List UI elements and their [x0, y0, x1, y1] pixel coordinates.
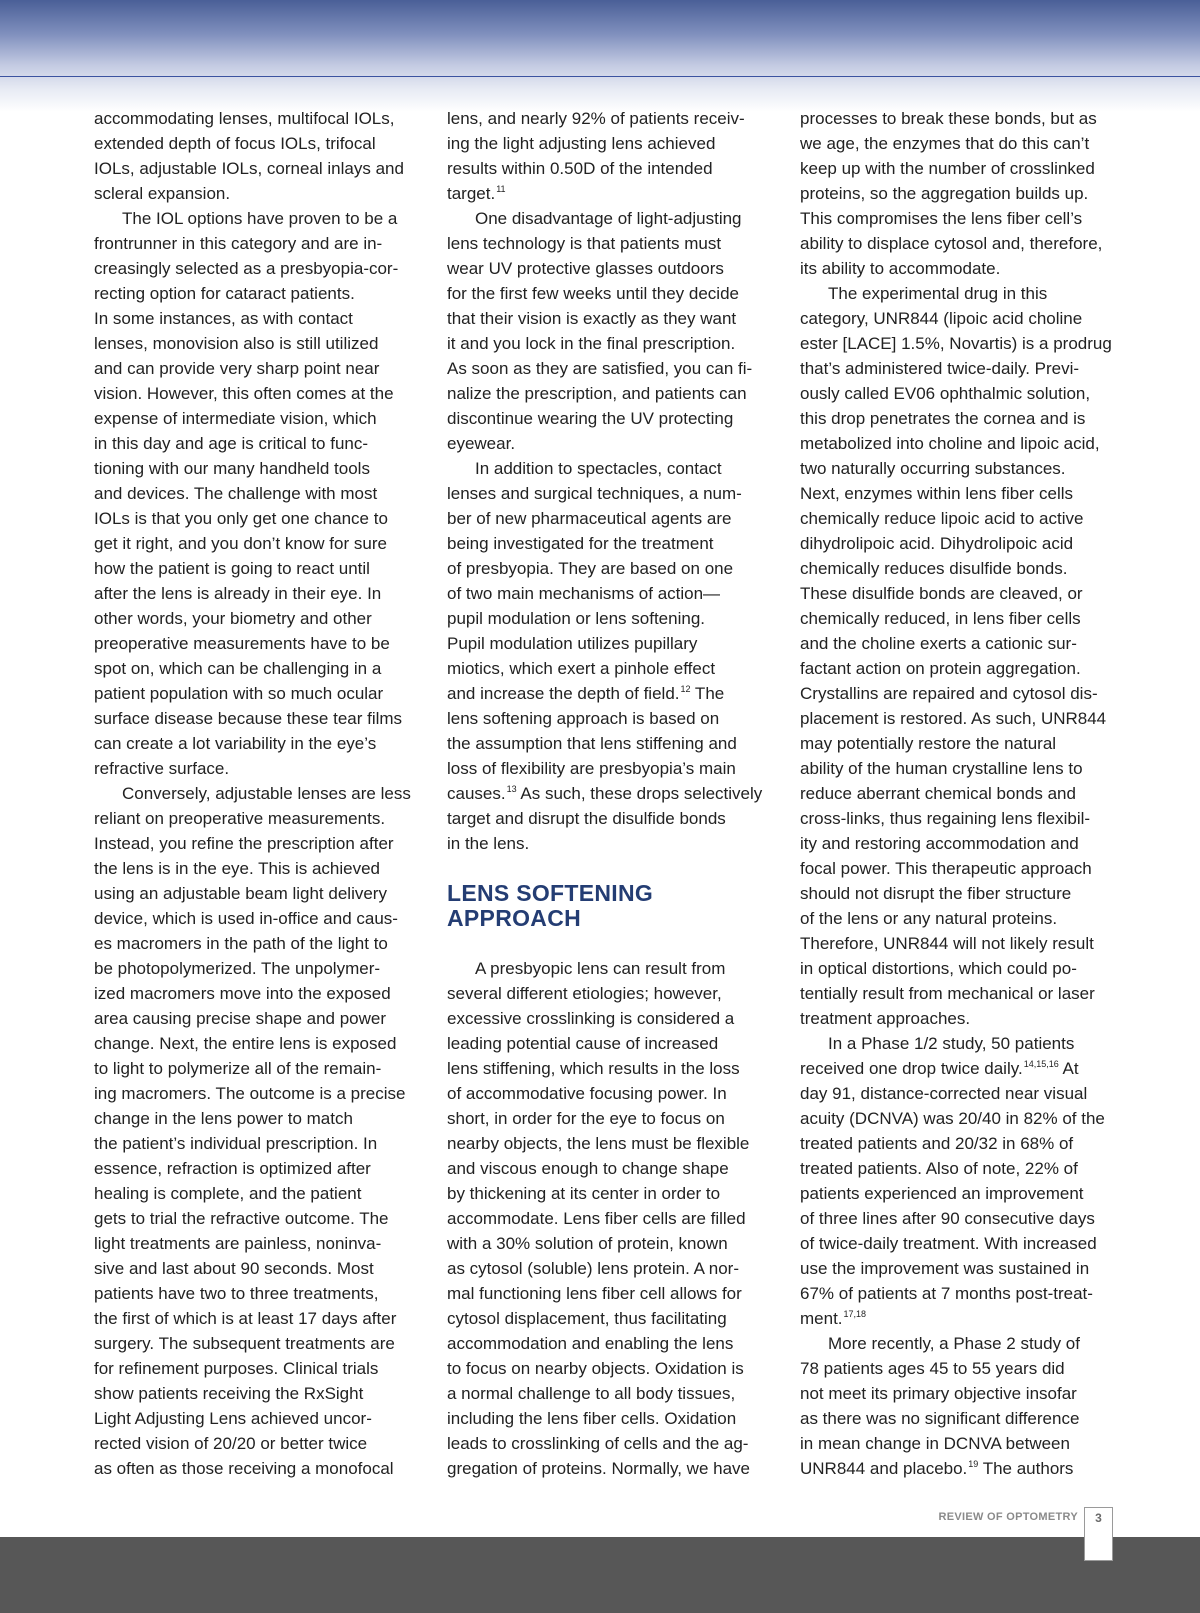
- text-line: and the choline exerts a cationic sur-: [800, 634, 1077, 653]
- text-line: in the lens.: [447, 834, 530, 853]
- text-line: accommodate. Lens fiber cells are filled: [447, 1209, 746, 1228]
- text-line: In a Phase 1/2 study, 50 patients: [828, 1034, 1075, 1053]
- text-line: change. Next, the entire lens is exposed: [94, 1034, 397, 1053]
- text-line: we age, the enzymes that do this can’t: [800, 134, 1090, 153]
- text-line: lens stiffening, which results in the loss: [447, 1059, 740, 1078]
- text-line: frontrunner in this category and are in-: [94, 234, 383, 253]
- text-line: This compromises the lens fiber cell’s: [800, 209, 1083, 228]
- text-line: These disulfide bonds are cleaved, or: [800, 584, 1083, 603]
- text-line: with a 30% solution of protein, known: [447, 1234, 728, 1253]
- text-line: lens, and nearly 92% of patients receiv-: [447, 109, 745, 128]
- text-line: leads to crosslinking of cells and the ag-: [447, 1434, 749, 1453]
- text-line: extended depth of focus IOLs, trifocal: [94, 134, 376, 153]
- text-line: chemically reduced, in lens fiber cells: [800, 609, 1081, 628]
- text-line: 67% of patients at 7 months post-treat-: [800, 1284, 1093, 1303]
- text-line: category, UNR844 (lipoic acid choline: [800, 309, 1083, 328]
- text-fragment: The: [690, 684, 725, 703]
- text-line: factant action on protein aggregation.: [800, 659, 1081, 678]
- text-line: preoperative measurements have to be: [94, 634, 390, 653]
- text-line: refractive surface.: [94, 759, 230, 778]
- text-line: [800, 1306, 1118, 1331]
- text-line: as cytosol (soluble) lens protein. A nor-: [447, 1259, 739, 1278]
- text-fragment: ment.: [800, 1309, 843, 1328]
- text-line: show patients receiving the RxSight: [94, 1384, 364, 1403]
- text-line: of three lines after 90 consecutive days: [800, 1209, 1095, 1228]
- text-line: should not disrupt the fiber structure: [800, 884, 1072, 903]
- text-line: chemically reduce lipoic acid to active: [800, 509, 1084, 528]
- text-line: sive and last about 90 seconds. Most: [94, 1259, 374, 1278]
- text-line: accommodating lenses, multifocal IOLs,: [94, 109, 395, 128]
- text-line: reliant on preoperative measurements.: [94, 809, 386, 828]
- text-line: two naturally occurring substances.: [800, 459, 1066, 478]
- text-line: tentially result from mechanical or laser: [800, 984, 1095, 1003]
- running-footer-publication: REVIEW OF OPTOMETRY: [938, 1511, 1078, 1523]
- text-line: healing is complete, and the patient: [94, 1184, 362, 1203]
- text-line: Crystallins are repaired and cytosol dis-: [800, 684, 1098, 703]
- text-line: Instead, you refine the prescription after: [94, 834, 394, 853]
- text-line: placement is restored. As such, UNR844: [800, 709, 1107, 728]
- text-fragment: and increase the depth of field.: [447, 684, 680, 703]
- text-fragment: UNR844 and placebo.: [800, 1459, 968, 1478]
- text-line: vision. However, this often comes at the: [94, 384, 394, 403]
- text-fragment: As such, these drops selectively: [516, 784, 763, 803]
- text-line: ing macromers. The outcome is a precise: [94, 1084, 406, 1103]
- text-line: [800, 1056, 1118, 1081]
- text-line: discontinue wearing the UV protecting: [447, 409, 734, 428]
- text-line: [447, 181, 765, 206]
- text-line: the first of which is at least 17 days after: [94, 1309, 397, 1328]
- text-line: reduce aberrant chemical bonds and: [800, 784, 1076, 803]
- text-line: proteins, so the aggregation builds up.: [800, 184, 1089, 203]
- text-line: ester [LACE] 1.5%, Novartis) is a prodrug: [800, 334, 1112, 353]
- text-line: other words, your biometry and other: [94, 609, 372, 628]
- text-line: get it right, and you don’t know for sure: [94, 534, 387, 553]
- text-line: area causing precise shape and power: [94, 1009, 387, 1028]
- page-number: 3: [1084, 1507, 1113, 1561]
- text-line: keep up with the number of crosslinked: [800, 159, 1095, 178]
- text-line: that their vision is exactly as they want: [447, 309, 737, 328]
- text-line: acuity (DCNVA) was 20/40 in 82% of the: [800, 1109, 1105, 1128]
- text-line: to light to polymerize all of the remain-: [94, 1059, 382, 1078]
- text-line: ized macromers move into the exposed: [94, 984, 391, 1003]
- text-line: device, which is used in-office and caus-: [94, 909, 398, 928]
- text-line: surface disease because these tear films: [94, 709, 403, 728]
- text-line: ously called EV06 ophthalmic solution,: [800, 384, 1091, 403]
- text-line: Pupil modulation utilizes pupillary: [447, 634, 698, 653]
- text-line: nalize the prescription, and patients can: [447, 384, 747, 403]
- text-line: this drop penetrates the cornea and is: [800, 409, 1086, 428]
- text-line: One disadvantage of light-adjusting: [475, 209, 742, 228]
- text-line: dihydrolipoic acid. Dihydrolipoic acid: [800, 534, 1074, 553]
- text-line: of twice-daily treatment. With increased: [800, 1234, 1097, 1253]
- text-line: lens softening approach is based on: [447, 709, 720, 728]
- spacer: [447, 931, 765, 956]
- text-line: patients have two to three treatments,: [94, 1284, 379, 1303]
- text-line: cross-links, thus regaining lens flexibil-: [800, 809, 1091, 828]
- text-line: recting option for cataract patients.: [94, 284, 355, 303]
- text-line: ber of new pharmaceutical agents are: [447, 509, 732, 528]
- text-line: to focus on nearby objects. Oxidation is: [447, 1359, 744, 1378]
- text-line: [800, 1456, 1118, 1481]
- text-line: focal power. This therapeutic approach: [800, 859, 1092, 878]
- text-line: scleral expansion.: [94, 184, 231, 203]
- text-line: by thickening at its center in order to: [447, 1184, 721, 1203]
- text-line: day 91, distance-corrected near visual: [800, 1084, 1088, 1103]
- reference-superscript: 12: [680, 684, 691, 694]
- text-line: gets to trial the refractive outcome. The: [94, 1209, 389, 1228]
- text-line: target and disrupt the disulfide bonds: [447, 809, 726, 828]
- text-line: in optical distortions, which could po-: [800, 959, 1077, 978]
- text-line: several different etiologies; however,: [447, 984, 722, 1003]
- text-line: results within 0.50D of the intended: [447, 159, 713, 178]
- text-line: chemically reduces disulfide bonds.: [800, 559, 1068, 578]
- text-line: and viscous enough to change shape: [447, 1159, 729, 1178]
- text-line: after the lens is already in their eye. In: [94, 584, 382, 603]
- text-line: IOLs, adjustable IOLs, corneal inlays and: [94, 159, 404, 178]
- text-line: can create a lot variability in the eye’s: [94, 734, 377, 753]
- text-line: ability to displace cytosol and, therefore,: [800, 234, 1103, 253]
- text-fragment: causes.: [447, 784, 506, 803]
- text-fragment: The authors: [978, 1459, 1074, 1478]
- text-line: using an adjustable beam light delivery: [94, 884, 387, 903]
- text-line: patient population with so much ocular: [94, 684, 384, 703]
- text-line: a normal challenge to all body tissues,: [447, 1384, 736, 1403]
- text-line: of accommodative focusing power. In: [447, 1084, 727, 1103]
- text-line: for refinement purposes. Clinical trials: [94, 1359, 379, 1378]
- section-heading: LENS SOFTENING: [447, 880, 654, 906]
- text-line: treated patients. Also of note, 22% of: [800, 1159, 1078, 1178]
- text-line: treatment approaches.: [800, 1009, 971, 1028]
- text-line: tioning with our many handheld tools: [94, 459, 370, 478]
- text-line: change in the lens power to match: [94, 1109, 353, 1128]
- text-line: the patient’s individual prescription. In: [94, 1134, 378, 1153]
- text-line: and can provide very sharp point near: [94, 359, 380, 378]
- reference-superscript: 13: [506, 784, 517, 794]
- text-line: that’s administered twice-daily. Previ-: [800, 359, 1080, 378]
- text-line: In some instances, as with contact: [94, 309, 353, 328]
- text-line: Conversely, adjustable lenses are less: [122, 784, 411, 803]
- text-line: gregation of proteins. Normally, we have: [447, 1459, 751, 1478]
- text-line: treated patients and 20/32 in 68% of: [800, 1134, 1074, 1153]
- text-line: As soon as they are satisfied, you can fi-: [447, 359, 753, 378]
- text-line: its ability to accommodate.: [800, 259, 1001, 278]
- text-fragment: target.: [447, 184, 496, 203]
- text-line: use the improvement was sustained in: [800, 1259, 1090, 1278]
- text-line: creasingly selected as a presbyopia-cor-: [94, 259, 399, 278]
- text-line: lens technology is that patients must: [447, 234, 722, 253]
- footer-bar: [0, 1537, 1200, 1613]
- text-line: metabolized into choline and lipoic acid,: [800, 434, 1100, 453]
- text-line: ing the light adjusting lens achieved: [447, 134, 716, 153]
- text-line: may potentially restore the natural: [800, 734, 1057, 753]
- text-fragment: At: [1058, 1059, 1079, 1078]
- text-line: eyewear.: [447, 434, 516, 453]
- text-line: as there was no significant difference: [800, 1409, 1080, 1428]
- text-line: Therefore, UNR844 will not likely result: [800, 934, 1094, 953]
- text-line: [447, 681, 765, 706]
- text-line: IOLs is that you only get one chance to: [94, 509, 388, 528]
- text-line: Next, enzymes within lens fiber cells: [800, 484, 1074, 503]
- text-line: wear UV protective glasses outdoors: [447, 259, 724, 278]
- text-line: excessive crosslinking is considered a: [447, 1009, 735, 1028]
- text-line: 78 patients ages 45 to 55 years did: [800, 1359, 1065, 1378]
- text-line: of presbyopia. They are based on one: [447, 559, 734, 578]
- text-line: in this day and age is critical to func-: [94, 434, 369, 453]
- text-line: Light Adjusting Lens achieved uncor-: [94, 1409, 372, 1428]
- spacer: [447, 856, 765, 881]
- text-line: and devices. The challenge with most: [94, 484, 378, 503]
- text-line: ability of the human crystalline lens to: [800, 759, 1083, 778]
- text-column-1: [94, 106, 412, 1481]
- text-line: pupil modulation or lens softening.: [447, 609, 705, 628]
- text-line: how the patient is going to react until: [94, 559, 370, 578]
- reference-superscript: 11: [496, 184, 506, 194]
- text-line: of two main mechanisms of action—: [447, 584, 721, 603]
- text-line: loss of flexibility are presbyopia’s main: [447, 759, 736, 778]
- text-line: cytosol displacement, thus facilitating: [447, 1309, 727, 1328]
- text-column-2: [447, 106, 765, 1481]
- text-line: A presbyopic lens can result from: [475, 959, 726, 978]
- text-line: surgery. The subsequent treatments are: [94, 1334, 395, 1353]
- text-line: processes to break these bonds, but as: [800, 109, 1097, 128]
- text-line: lenses and surgical techniques, a num-: [447, 484, 742, 503]
- text-line: it and you lock in the final prescription.: [447, 334, 736, 353]
- text-line: being investigated for the treatment: [447, 534, 714, 553]
- text-line: be photopolymerized. The unpolymer-: [94, 959, 381, 978]
- text-line: nearby objects, the lens must be flexible: [447, 1134, 750, 1153]
- reference-superscript: 14,15,16: [1023, 1059, 1059, 1069]
- text-line: accommodation and enabling the lens: [447, 1334, 734, 1353]
- text-line: spot on, which can be challenging in a: [94, 659, 382, 678]
- text-line: The experimental drug in this: [828, 284, 1048, 303]
- text-line: light treatments are painless, noninva-: [94, 1234, 382, 1253]
- reference-superscript: 19: [968, 1459, 979, 1469]
- text-line: ity and restoring accommodation and: [800, 834, 1079, 853]
- text-line: of the lens or any natural proteins.: [800, 909, 1058, 928]
- text-line: short, in order for the eye to focus on: [447, 1109, 725, 1128]
- text-line: rected vision of 20/20 or better twice: [94, 1434, 368, 1453]
- text-line: In addition to spectacles, contact: [475, 459, 722, 478]
- text-line: essence, refraction is optimized after: [94, 1159, 371, 1178]
- section-heading: APPROACH: [447, 905, 582, 931]
- text-fragment: received one drop twice daily.: [800, 1059, 1023, 1078]
- text-line: More recently, a Phase 2 study of: [828, 1334, 1080, 1353]
- text-line: patients experienced an improvement: [800, 1184, 1084, 1203]
- text-line: for the first few weeks until they decide: [447, 284, 739, 303]
- text-line: the assumption that lens stiffening and: [447, 734, 737, 753]
- text-line: [447, 781, 765, 806]
- text-line: mal functioning lens fiber cell allows for: [447, 1284, 742, 1303]
- text-line: leading potential cause of increased: [447, 1034, 719, 1053]
- text-line: expense of intermediate vision, which: [94, 409, 377, 428]
- text-line: The IOL options have proven to be a: [122, 209, 398, 228]
- text-line: lenses, monovision also is still utilized: [94, 334, 379, 353]
- text-line: in mean change in DCNVA between: [800, 1434, 1070, 1453]
- text-line: the lens is in the eye. This is achieved: [94, 859, 381, 878]
- text-line: as often as those receiving a monofocal: [94, 1459, 394, 1478]
- text-line: not meet its primary objective insofar: [800, 1384, 1077, 1403]
- text-line: es macromers in the path of the light to: [94, 934, 388, 953]
- text-line: including the lens fiber cells. Oxidation: [447, 1409, 737, 1428]
- text-line: miotics, which exert a pinhole effect: [447, 659, 716, 678]
- text-column-3: [800, 106, 1118, 1481]
- reference-superscript: 17,18: [843, 1309, 867, 1319]
